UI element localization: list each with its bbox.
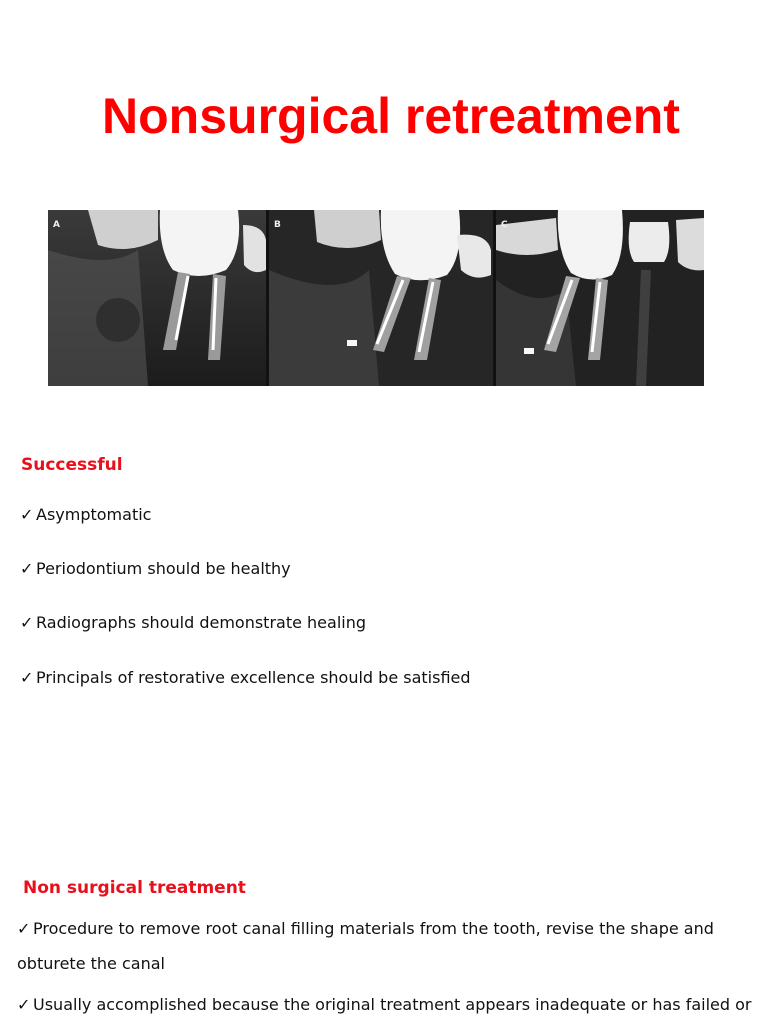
radiograph-panel-a [48,210,266,386]
checkmark-icon: ✓ [20,668,34,687]
checkmark-icon: ✓ [20,559,34,578]
radiograph-panel-c [496,210,704,386]
non-surgical-heading: Non surgical treatment [23,878,246,898]
successful-item: ✓ Asymptomatic [20,505,152,524]
successful-item: ✓ Periodontium should be healthy [20,559,291,578]
successful-heading: Successful [21,455,123,475]
checkmark-icon: ✓ [20,505,34,524]
panel-letter: B [274,220,281,230]
checkmark-icon: ✓ [20,613,34,632]
successful-item: ✓ Radiographs should demonstrate healing [20,613,366,632]
non-surgical-item: ✓ Usually accomplished because the original treatment appears inadequate or has failed or [17,995,752,1014]
slide-title: Nonsurgical retreatment [102,88,680,144]
radiograph-panel-b [269,210,493,386]
successful-item: ✓ Principals of restorative excellence should be satisfied [20,668,471,687]
panel-letter: C [501,220,508,230]
non-surgical-item: ✓ Procedure to remove root canal filling materials from the tooth, revise the shape and obturete the canal [17,911,737,981]
radiograph-strip [48,210,704,386]
panel-letter: A [53,220,60,230]
checkmark-icon: ✓ [17,919,31,938]
checkmark-icon: ✓ [17,995,31,1014]
